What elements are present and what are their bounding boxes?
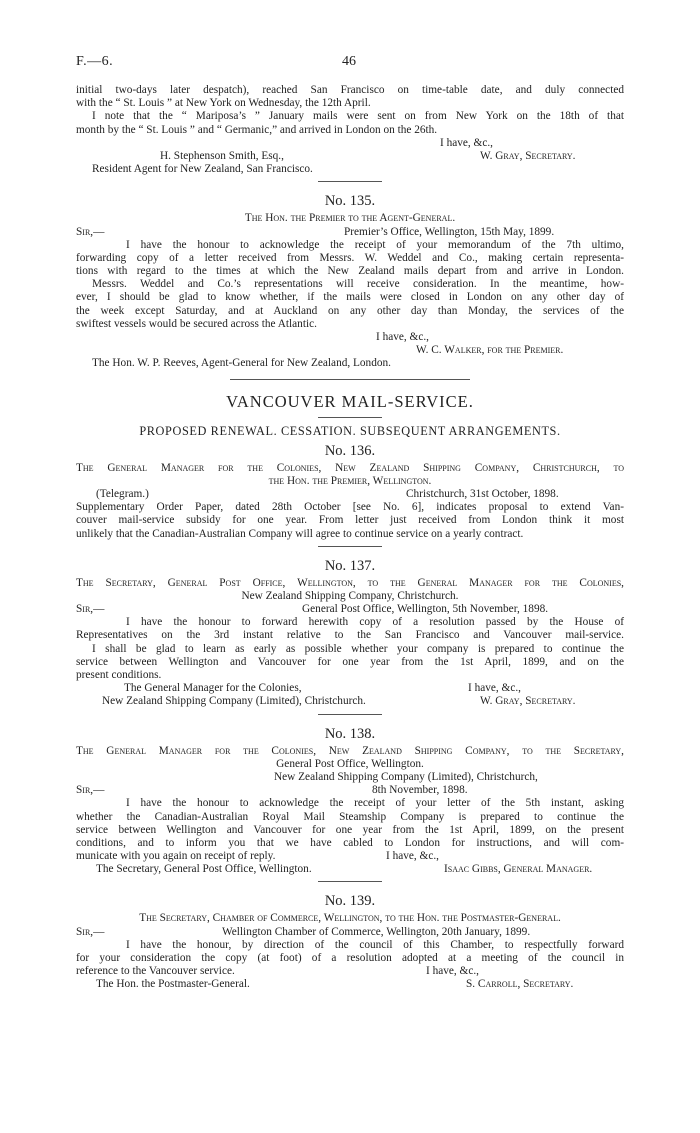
intro-block — [76, 84, 624, 176]
text-line: whether the Canadian-Australian Royal Mail Steamship Company is prepared to continue the — [76, 810, 624, 823]
text-line: forwarding copy of a letter received from Messrs. W. Weddel and Co., making certain representa- — [76, 251, 624, 264]
letter-title: the Hon. the Premier, Wellington. — [268, 474, 432, 487]
letter-number: No. 137. — [324, 557, 376, 574]
text-line: the week except Saturday, and at Auckland on any other day than Monday, the services of the — [76, 304, 624, 317]
letter-139 — [76, 892, 624, 991]
divider — [318, 714, 382, 715]
addressee: New Zealand Shipping Company (Limited), Christchurch. — [102, 695, 366, 708]
text-line: Supplementary Order Paper, dated 28th October [see No. 6], indicates proposal to extend Van- — [76, 501, 624, 514]
text-line: I have the honour to forward herewith copy of a resolution passed by the House of — [126, 616, 624, 629]
place: New Zealand Shipping Company (Limited), Christchurch, — [274, 770, 538, 783]
closing: I have, &c., — [440, 136, 494, 149]
text-line: for your consideration the copy (at foot) of a resolution adopted at a meeting of the council in — [76, 952, 624, 964]
letter-title: The General Manager for the Colonies, New Zealand Shipping Company, Christchurch, to — [76, 461, 624, 474]
text-line: ever, I should be glad to know whether, if the mails were closed in London on any other day of — [76, 291, 624, 304]
text-line: I have the honour to acknowledge the receipt of your letter of the 5th instant, asking — [126, 797, 624, 810]
letter-title: The Secretary, General Post Office, Wellington, to the General Manager for the Colonies, — [76, 576, 624, 589]
text-line: initial two-days later despatch), reached San Francisco on time-table date, and duly connected — [76, 84, 624, 96]
text-line: unlikely that the Canadian-Australian Company will agree to continue service on a yearly contract. — [76, 527, 524, 540]
letter-137 — [76, 557, 624, 709]
text-line: conditions, and to inform you that we have cabled to London for instructions, and will com- — [76, 836, 624, 849]
text-line: service between Wellington and Vancouver for one year from the 1st April, 1899, and on the — [76, 655, 624, 668]
text-line: with the “ St. Louis ” at New York on Wednesday, the 12th April. — [76, 97, 371, 110]
text-line: municate with you again on receipt of reply. — [76, 850, 276, 863]
divider — [318, 881, 382, 882]
salutation: Sir,— — [76, 603, 105, 616]
salutation: Sir,— — [76, 925, 105, 938]
signature: Isaac Gibbs, General Manager. — [444, 863, 593, 876]
text-line: Representatives on the 3rd instant relative to the San Francisco and Vancouver mail-service. — [76, 629, 624, 642]
section-heading: VANCOUVER MAIL-SERVICE. — [226, 391, 474, 411]
section-divider — [230, 379, 470, 380]
addressee: The Secretary, General Post Office, Wellington. — [96, 863, 312, 876]
text-line: swiftest vessels would be secured across the Atlantic. — [76, 317, 317, 330]
salutation: Sir,— — [76, 784, 105, 797]
place-date: Premier’s Office, Wellington, 15th May, 1899. — [344, 225, 555, 238]
letter-number: No. 138. — [324, 725, 376, 742]
letter-title: The General Manager for the Colonies, New Zealand Shipping Company, to the Secretary, — [76, 744, 624, 757]
text-line: month by the “ St. Louis ” and “ Germanic,” and arrived in London on the 26th. — [76, 123, 438, 136]
addressee: The Hon. W. P. Reeves, Agent-General for New Zealand, London. — [92, 357, 391, 370]
section-subheading: PROPOSED RENEWAL. CESSATION. SUBSEQUENT ARRANGEMENTS. — [139, 423, 561, 438]
letter-135 — [76, 192, 624, 370]
closing: I have, &c., — [386, 850, 440, 863]
letter-title: New Zealand Shipping Company, Christchurch. — [241, 589, 459, 602]
page-header-reference: F.—6. — [76, 54, 114, 69]
signature: W. Gray, Secretary. — [480, 149, 576, 162]
divider — [318, 181, 382, 182]
salutation: Sir,— — [76, 225, 105, 238]
place-date: Wellington Chamber of Commerce, Wellington, 20th January, 1899. — [222, 925, 531, 938]
place-date: Christchurch, 31st October, 1898. — [406, 487, 559, 500]
addressee: The General Manager for the Colonies, — [124, 682, 302, 695]
text-line: reference to the Vancouver service. — [76, 965, 235, 978]
text-line: tions with regard to the times at which the New Zealand mails depart from and arrive in London. — [76, 265, 624, 278]
telegram-label: (Telegram.) — [96, 487, 149, 500]
text-line: I have the honour, by direction of the council of this Chamber, to respectfully forward — [126, 938, 624, 951]
place-date: General Post Office, Wellington, 5th November, 1898. — [302, 603, 549, 616]
text-line: I have the honour to acknowledge the receipt of your memorandum of the 7th ultimo, — [126, 238, 624, 251]
closing: I have, &c., — [376, 331, 430, 343]
closing: I have, &c., — [468, 682, 522, 695]
text-line: Messrs. Weddel and Co.’s representations will receive consideration. In the meantime, how- — [92, 278, 624, 291]
divider — [318, 546, 382, 547]
letter-title: The Secretary, Chamber of Commerce, Wellington, to the Hon. the Postmaster-General. — [139, 912, 561, 925]
document-body — [76, 84, 624, 992]
letter-136 — [76, 442, 624, 541]
text-line: I shall be glad to learn as early as possible whether your company is prepared to continue the — [92, 642, 624, 655]
page-number: 46 — [342, 54, 356, 69]
addressee: H. Stephenson Smith, Esq., — [160, 149, 284, 162]
text-line: present conditions. — [76, 669, 162, 681]
addressee-location: Resident Agent for New Zealand, San Francisco. — [92, 163, 313, 176]
signature: W. C. Walker, for the Premier. — [416, 344, 564, 357]
signature: S. Carroll, Secretary. — [466, 978, 574, 991]
text-line: service between Wellington and Vancouver for one year from the 1st April, 1899, on the present — [76, 823, 624, 836]
addressee: The Hon. the Postmaster-General. — [96, 978, 250, 991]
divider — [318, 417, 382, 418]
date: 8th November, 1898. — [372, 784, 468, 797]
letter-number: No. 139. — [324, 893, 376, 910]
text-line: couver mail-service subsidy for one year. From letter just received from London think it most — [76, 514, 624, 527]
closing: I have, &c., — [426, 965, 480, 978]
text-line: I note that the “ Mariposa’s ” January mails were sent on from New York on the 18th of that — [92, 110, 624, 123]
letter-number: No. 136. — [324, 442, 376, 459]
letter-title: General Post Office, Wellington. — [276, 757, 424, 770]
letter-title: The Hon. the Premier to the Agent-General. — [244, 212, 456, 225]
signature: W. Gray, Secretary. — [480, 695, 576, 708]
letter-number: No. 135. — [324, 193, 376, 210]
letter-138 — [76, 725, 624, 877]
